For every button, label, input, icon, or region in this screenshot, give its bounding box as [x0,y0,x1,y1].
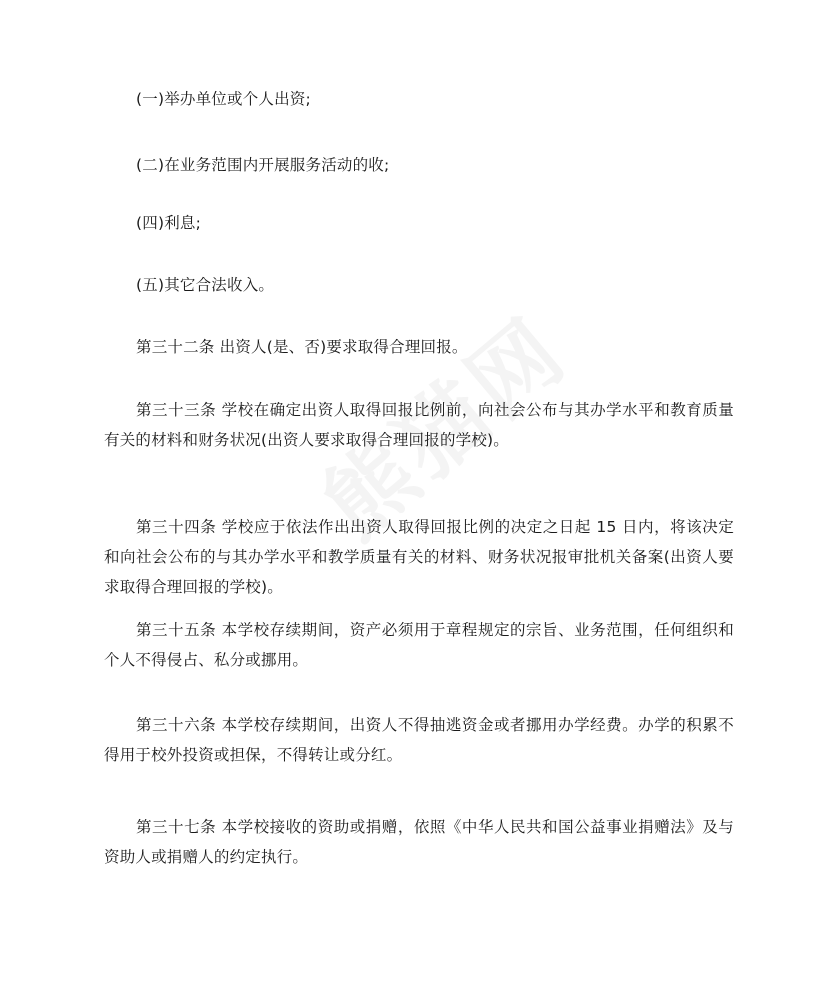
paragraph-item-5: (五)其它合法收入。 [136,276,275,294]
article-35: 第三十五条 本学校存续期间，资产必须用于章程规定的宗旨、业务范围，任何组织和个人不得侵占、私分或挪用。 [104,621,734,669]
paragraph-item-2: (二)在业务范围内开展服务活动的收; [136,156,390,174]
article-33: 第三十三条 学校在确定出资人取得回报比例前，向社会公布与其办学水平和教育质量有关的材料和财务状况(出资人要求取得合理回报的学校)。 [104,401,734,449]
article-32: 第三十二条 出资人(是、否)要求取得合理回报。 [136,338,468,356]
paragraph-item-4: (四)利息; [136,214,202,232]
article-34: 第三十四条 学校应于依法作出出资人取得回报比例的决定之日起 15 日内，将该决定和向社会公布的与其办学水平和教学质量有关的材料、财务状况报审批机关备案(出资人要求取得合理回报的学校)。 [104,518,734,596]
article-36: 第三十六条 本学校存续期间，出资人不得抽逃资金或者挪用办学经费。办学的积累不得用于校外投资或担保，不得转让或分红。 [104,716,734,764]
paragraph-item-1: (一)举办单位或个人出资; [136,90,311,108]
article-37: 第三十七条 本学校接收的资助或捐赠，依照《中华人民共和国公益事业捐赠法》及与资助人或捐赠人的约定执行。 [104,818,734,866]
